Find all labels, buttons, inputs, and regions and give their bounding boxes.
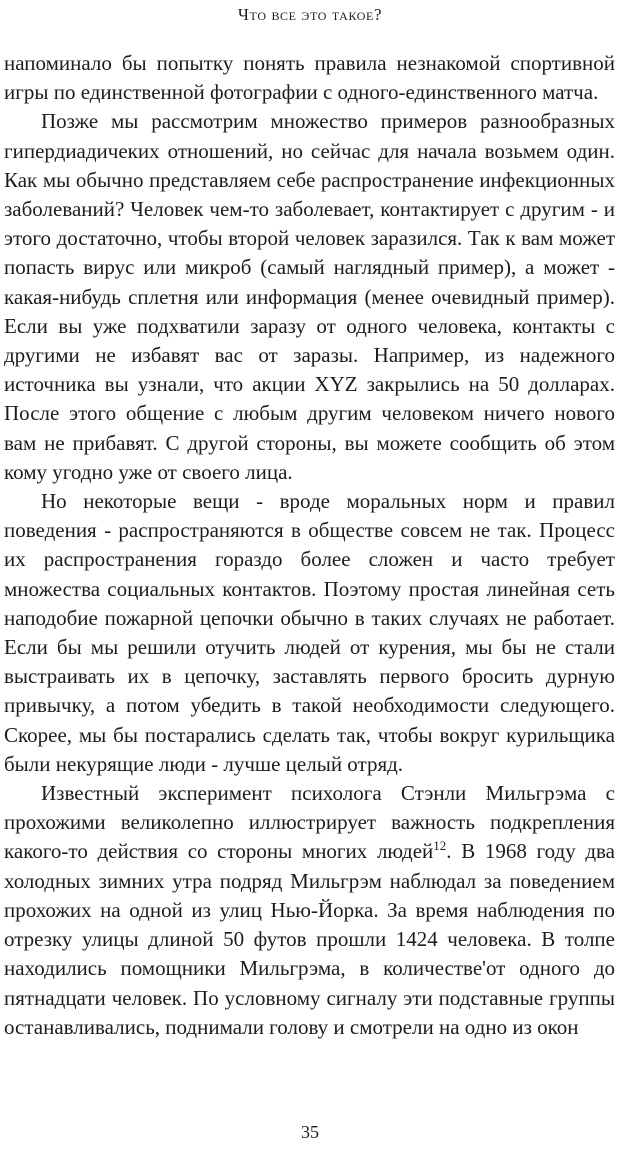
page-body	[0, 49, 620, 1042]
footnote-ref: 12	[433, 838, 447, 854]
paragraph: Но некоторые вещи - вроде моральных норм и правил поведения - распространяются в обществе совсем не так. Процесс их распространения гораздо более сложен и часто требует множества социальных контактов. Поэтому простая линейная сеть наподобие пожарной цепочки обычно в таких случаях не работает. Если бы мы решили отучить людей от курения, мы бы не стали выстраивать их в цепочку, заставлять первого бросить дурную привычку, а потом убедить в такой необходимости следующего. Скорее, мы бы постарались сделать так, чтобы вокруг курильщика были некурящие люди - лучше целый отряд.	[4, 489, 615, 776]
paragraph-continuation: напоминало бы попытку понять правила незнакомой спортивной игры по единственной фотографии с одного-единственного матча.	[4, 51, 615, 105]
paragraph-text-after-footnote: . В 1968 году два холодных зимних утра подряд Мильгрэм наблюдал за поведением прохожих на одной из улиц Нью-Йорка. За время наблюдения по отрезку улицы длиной 50 футов прошли 1424 человека. В толпе находились помощники Мильгрэма, в количестве'от одного до пятнадцати человек. По условному сигналу эти подставные группы останавливались, поднимали голову и смотрели на одно из окон	[4, 839, 615, 1039]
running-header: Что все это такое?	[237, 5, 383, 24]
paragraph-with-footnote	[4, 779, 615, 1042]
paragraph-text-before-footnote: Известный эксперимент психолога Стэнли Мильгрэма с прохожими великолепно иллюстрирует важность подкрепления какого-то действия со стороны многих людей	[4, 781, 615, 864]
page-number: 35	[301, 1122, 319, 1142]
paragraph: Позже мы рассмотрим множество примеров разнообразных гипердиадичеких отношений, но сейчас для начала возьмем один. Как мы обычно представляем себе распространение инфекционных заболеваний? Человек чем-то заболевает, контактирует с другим - и этого достаточно, чтобы второй человек заразился. Так к вам может попасть вирус или микроб (самый наглядный пример), а может - какая-нибудь сплетня или информация (менее очевидный пример). Если вы уже подхватили заразу от одного человека, контакты с другими не избавят вас от заразы. Например, из надежного источника вы узнали, что акции XYZ закрылись на 50 долларах. После этого общение с любым другим человеком ничего нового вам не прибавят. С другой стороны, вы можете сообщить об этом кому угодно уже от своего лица.	[4, 109, 615, 484]
